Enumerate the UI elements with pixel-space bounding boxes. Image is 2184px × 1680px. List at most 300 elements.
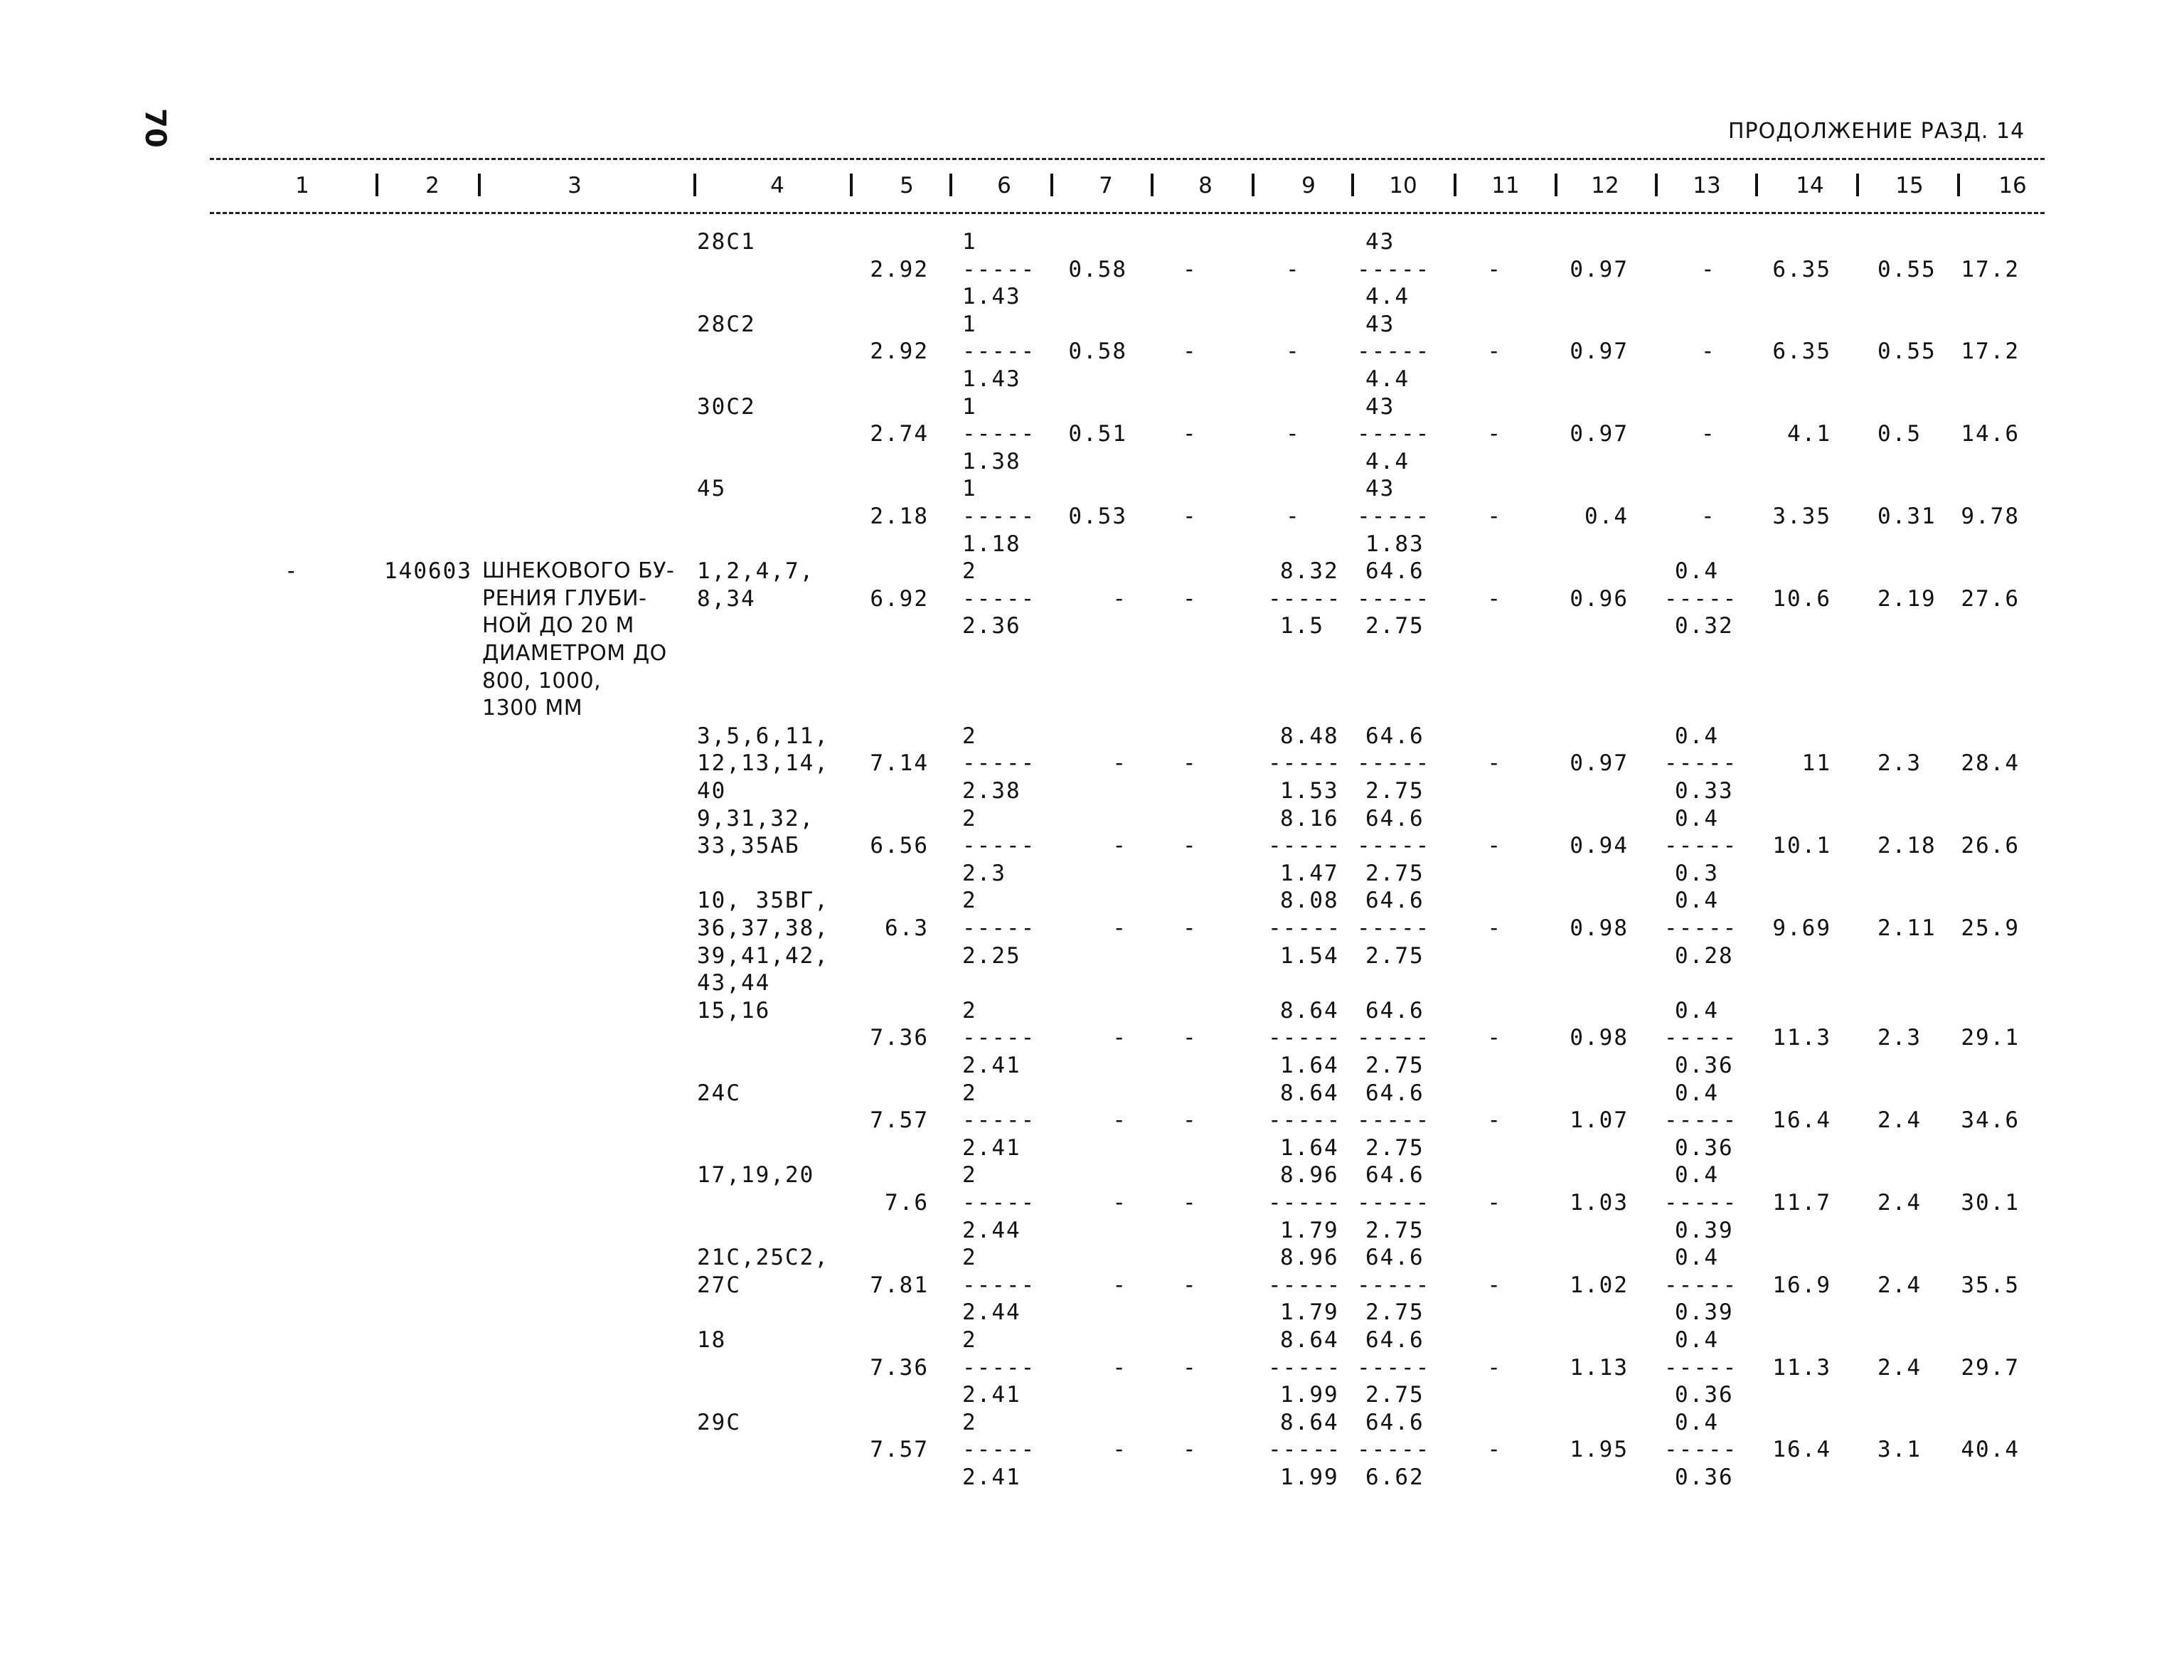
cell-c10-fraction-line: ----- xyxy=(1357,915,1431,941)
cell-c9-numerator: 8.08 xyxy=(1280,888,1339,914)
cell-col15: 2.19 xyxy=(1877,585,1937,612)
column-header-6: 6 xyxy=(997,173,1011,198)
cell-col4: 10, 35ВГ, xyxy=(697,888,829,914)
column-header-3: 3 xyxy=(568,173,582,198)
cell-c10-fraction-line: ----- xyxy=(1357,1190,1431,1216)
cell-c10-denominator: 2.75 xyxy=(1365,860,1424,886)
column-header-5: 5 xyxy=(900,173,914,198)
cell-col16: 40.4 xyxy=(1961,1437,2020,1463)
cell-col4: 15,16 xyxy=(697,997,771,1024)
cell-c10-denominator: 2.75 xyxy=(1365,1134,1424,1161)
header-separator xyxy=(1454,174,1456,196)
cell-c6-denominator: 1.38 xyxy=(962,448,1021,474)
cell-col3-description-line: 800, 1000, xyxy=(482,668,602,693)
cell-c9-fraction-line: ----- xyxy=(1268,1272,1342,1298)
cell-col7: - xyxy=(1112,1354,1127,1381)
cell-c10-numerator: 64.6 xyxy=(1365,1162,1424,1189)
cell-col7: - xyxy=(1112,1272,1127,1298)
cell-c10-numerator: 64.6 xyxy=(1365,888,1424,914)
cell-c6-numerator: 2 xyxy=(962,1327,977,1353)
cell-col4: 43,44 xyxy=(697,970,771,996)
cell-c9-numerator: 8.64 xyxy=(1280,1327,1339,1353)
cell-c9-denominator: 1.64 xyxy=(1280,1134,1339,1161)
cell-col3-description-line: ДИАМЕТРОМ ДО xyxy=(482,641,667,666)
cell-col12: 1.13 xyxy=(1570,1354,1629,1381)
header-separator xyxy=(1555,174,1557,196)
cell-c6-fraction-line: ----- xyxy=(962,750,1036,777)
cell-c13-fraction-line: ----- xyxy=(1664,1107,1738,1134)
cell-c10-denominator: 4.4 xyxy=(1365,366,1410,392)
header-separator xyxy=(375,174,378,196)
cell-col7: 0.51 xyxy=(1068,421,1127,447)
column-header-16: 16 xyxy=(1998,173,2027,198)
cell-col7: - xyxy=(1112,1107,1127,1134)
cell-col14: 16.4 xyxy=(1772,1107,1831,1134)
cell-c10-denominator: 6.62 xyxy=(1365,1464,1424,1490)
cell-c13-denominator: 0.36 xyxy=(1675,1382,1734,1408)
cell-col8: - xyxy=(1183,1272,1198,1298)
cell-c9-numerator: 8.64 xyxy=(1280,1080,1339,1106)
column-header-14: 14 xyxy=(1796,173,1824,198)
cell-col15: 0.55 xyxy=(1877,256,1937,282)
header-separator xyxy=(1050,174,1053,196)
cell-c13-numerator: 0.4 xyxy=(1675,805,1719,831)
cell-col14: 11.7 xyxy=(1772,1190,1831,1216)
cell-col15: 2.4 xyxy=(1877,1107,1922,1134)
cell-col7: - xyxy=(1112,1190,1127,1216)
cell-c10-denominator: 2.75 xyxy=(1365,1382,1424,1408)
cell-c6-denominator: 2.38 xyxy=(962,778,1021,804)
cell-c13-denominator: 0.3 xyxy=(1675,860,1719,886)
cell-c13-fraction-line: ----- xyxy=(1664,833,1738,859)
cell-c9-numerator: 8.16 xyxy=(1280,805,1339,831)
cell-c13-denominator: 0.36 xyxy=(1675,1134,1734,1161)
cell-c10-fraction-line: ----- xyxy=(1357,256,1431,282)
cell-col14: 4.1 xyxy=(1787,421,1831,447)
cell-col4: 39,41,42, xyxy=(697,942,829,969)
cell-c6-fraction-line: ----- xyxy=(962,504,1036,529)
cell-col14: 6.35 xyxy=(1772,339,1831,365)
cell-c6-numerator: 2 xyxy=(962,1245,977,1271)
cell-c6-numerator: 2 xyxy=(962,1409,977,1435)
cell-col3-description-line: РЕНИЯ ГЛУБИ- xyxy=(482,585,647,611)
cell-c10-numerator: 64.6 xyxy=(1365,1327,1424,1353)
cell-col14: 11.3 xyxy=(1772,1354,1831,1381)
cell-col12: 0.97 xyxy=(1570,256,1629,282)
cell-col15: 2.3 xyxy=(1877,750,1922,777)
cell-col8: - xyxy=(1183,504,1198,529)
cell-c13-numerator: 0.4 xyxy=(1675,997,1719,1024)
cell-c13-denominator: 0.28 xyxy=(1675,942,1734,969)
cell-c13-fraction-line: ----- xyxy=(1664,1190,1738,1216)
cell-col3-description-line: НОЙ ДО 20 М xyxy=(482,613,634,639)
cell-col15: 0.5 xyxy=(1877,421,1922,447)
cell-c13-fraction-line: ----- xyxy=(1664,1272,1738,1298)
cell-col4: 28С1 xyxy=(697,229,756,255)
cell-col11: - xyxy=(1487,1025,1502,1051)
cell-c6-numerator: 2 xyxy=(962,997,977,1024)
cell-c6-fraction-line: ----- xyxy=(962,585,1036,612)
cell-c10-numerator: 43 xyxy=(1365,393,1395,420)
cell-c10-fraction-line: ----- xyxy=(1357,1437,1431,1463)
cell-c9-denominator: 1.5 xyxy=(1280,613,1324,639)
cell-col14: 10.1 xyxy=(1772,833,1831,859)
cell-c10-fraction-line: ----- xyxy=(1357,1107,1431,1134)
cell-col5: 6.92 xyxy=(870,585,929,612)
cell-c10-denominator: 4.4 xyxy=(1365,448,1410,474)
cell-c10-fraction-line: ----- xyxy=(1357,421,1431,447)
cell-col4: 18 xyxy=(697,1327,727,1353)
cell-c13-numerator: 0.4 xyxy=(1675,1327,1719,1353)
cell-c9: - xyxy=(1286,504,1301,529)
cell-col14: 6.35 xyxy=(1772,256,1831,282)
header-separator xyxy=(1655,174,1658,196)
cell-c6-denominator: 2.36 xyxy=(962,613,1021,639)
column-header-12: 12 xyxy=(1591,173,1619,198)
cell-col14: 11 xyxy=(1801,750,1831,777)
cell-c9-denominator: 1.64 xyxy=(1280,1053,1339,1078)
cell-c10-fraction-line: ----- xyxy=(1357,504,1431,529)
cell-c6-denominator: 2.41 xyxy=(962,1053,1021,1078)
cell-c10-numerator: 43 xyxy=(1365,229,1395,255)
cell-col13: - xyxy=(1701,256,1716,282)
cell-c9-denominator: 1.53 xyxy=(1280,778,1339,804)
header-separator xyxy=(1351,174,1354,196)
cell-c9-fraction-line: ----- xyxy=(1268,750,1342,777)
header-separator xyxy=(1151,174,1154,196)
cell-col5: 7.81 xyxy=(870,1272,929,1298)
cell-col3-description-line: ШНЕКОВОГО БУ- xyxy=(482,558,675,584)
cell-col12: 0.4 xyxy=(1584,504,1629,529)
column-header-7: 7 xyxy=(1099,173,1113,198)
cell-col15: 2.4 xyxy=(1877,1190,1922,1216)
cell-c9-numerator: 8.64 xyxy=(1280,997,1339,1024)
cell-c9-fraction-line: ----- xyxy=(1268,1437,1342,1463)
cell-col1: - xyxy=(284,558,299,585)
cell-col7: 0.58 xyxy=(1068,339,1127,365)
cell-c13-numerator: 0.4 xyxy=(1675,1080,1719,1106)
header-bottom-rule xyxy=(210,212,2045,214)
cell-c6-denominator: 2.3 xyxy=(962,860,1006,886)
cell-col5: 2.92 xyxy=(870,256,929,282)
cell-c9-fraction-line: ----- xyxy=(1268,1025,1342,1051)
cell-c13-fraction-line: ----- xyxy=(1664,750,1738,777)
cell-col2-code: 140603 xyxy=(384,558,472,585)
cell-c9: - xyxy=(1286,421,1301,447)
cell-c9-denominator: 1.99 xyxy=(1280,1464,1339,1490)
column-header-4: 4 xyxy=(770,173,784,198)
cell-col7: - xyxy=(1112,915,1127,941)
cell-col4: 30С2 xyxy=(697,393,756,420)
cell-col4: 36,37,38, xyxy=(697,915,829,941)
cell-col5: 6.56 xyxy=(870,833,929,859)
cell-c10-denominator: 4.4 xyxy=(1365,284,1410,310)
cell-col16: 26.6 xyxy=(1961,833,2020,859)
cell-col11: - xyxy=(1487,1354,1502,1381)
cell-col14: 11.3 xyxy=(1772,1025,1831,1051)
cell-c6-fraction-line: ----- xyxy=(962,833,1036,859)
cell-c6-denominator: 1.43 xyxy=(962,366,1021,392)
cell-col16: 9.78 xyxy=(1961,504,2020,529)
cell-col4: 3,5,6,11, xyxy=(697,723,829,749)
cell-c13-fraction-line: ----- xyxy=(1664,915,1738,941)
header-separator xyxy=(478,174,481,196)
cell-col13: - xyxy=(1701,421,1716,447)
header-separator xyxy=(693,174,696,196)
cell-c6-fraction-line: ----- xyxy=(962,421,1036,447)
cell-col15: 0.31 xyxy=(1877,504,1937,529)
cell-col4: 24С xyxy=(697,1080,741,1106)
cell-col7: - xyxy=(1112,1437,1127,1463)
cell-col8: - xyxy=(1183,1025,1198,1051)
cell-col14: 16.4 xyxy=(1772,1437,1831,1463)
cell-col4: 9,31,32, xyxy=(697,805,815,831)
cell-col8: - xyxy=(1183,1107,1198,1134)
cell-c6-numerator: 2 xyxy=(962,1162,977,1189)
cell-col4: 1,2,4,7, xyxy=(697,558,815,585)
cell-col8: - xyxy=(1183,256,1198,282)
column-header-8: 8 xyxy=(1198,173,1213,198)
cell-c9-fraction-line: ----- xyxy=(1268,1354,1342,1381)
cell-c9-numerator: 8.96 xyxy=(1280,1245,1339,1271)
cell-col5: 7.36 xyxy=(870,1354,929,1381)
cell-c13-numerator: 0.4 xyxy=(1675,1245,1719,1271)
cell-col16: 34.6 xyxy=(1961,1107,2020,1134)
cell-c10-fraction-line: ----- xyxy=(1357,750,1431,777)
cell-c6-fraction-line: ----- xyxy=(962,1272,1036,1298)
cell-c6-numerator: 2 xyxy=(962,723,977,749)
cell-c6-denominator: 2.41 xyxy=(962,1382,1021,1408)
cell-col12: 0.97 xyxy=(1570,421,1629,447)
column-header-15: 15 xyxy=(1895,173,1924,198)
cell-c9: - xyxy=(1286,339,1301,365)
column-header-9: 9 xyxy=(1301,173,1316,198)
table-top-rule xyxy=(210,158,2045,160)
cell-col15: 2.18 xyxy=(1877,833,1937,859)
cell-col4: 28С2 xyxy=(697,311,756,337)
cell-c10-numerator: 64.6 xyxy=(1365,1245,1424,1271)
cell-c6-fraction-line: ----- xyxy=(962,339,1036,365)
cell-c13-numerator: 0.4 xyxy=(1675,1409,1719,1435)
cell-c10-fraction-line: ----- xyxy=(1357,1272,1431,1298)
cell-col16: 14.6 xyxy=(1961,421,2020,447)
cell-col16: 17.2 xyxy=(1961,256,2020,282)
cell-col16: 35.5 xyxy=(1961,1272,2020,1298)
cell-c13-denominator: 0.36 xyxy=(1675,1464,1734,1490)
cell-c10-numerator: 64.6 xyxy=(1365,558,1424,585)
cell-col8: - xyxy=(1183,585,1198,612)
cell-col11: - xyxy=(1487,585,1502,612)
cell-col8: - xyxy=(1183,750,1198,777)
cell-c9-denominator: 1.47 xyxy=(1280,860,1339,886)
cell-col12: 0.97 xyxy=(1570,750,1629,777)
cell-col8: - xyxy=(1183,833,1198,859)
column-header-11: 11 xyxy=(1491,173,1520,198)
cell-c10-numerator: 64.6 xyxy=(1365,1080,1424,1106)
cell-col4: 21С,25С2, xyxy=(697,1245,829,1271)
header-separator xyxy=(1957,174,1960,196)
cell-c13-numerator: 0.4 xyxy=(1675,723,1719,749)
cell-col13: - xyxy=(1701,339,1716,365)
cell-col14: 10.6 xyxy=(1772,585,1831,612)
cell-col15: 0.55 xyxy=(1877,339,1937,365)
cell-col11: - xyxy=(1487,339,1502,365)
cell-c6-denominator: 2.44 xyxy=(962,1299,1021,1326)
cell-col5: 2.92 xyxy=(870,339,929,365)
cell-c9-fraction-line: ----- xyxy=(1268,915,1342,941)
cell-c6-fraction-line: ----- xyxy=(962,1437,1036,1463)
cell-col11: - xyxy=(1487,256,1502,282)
cell-c10-fraction-line: ----- xyxy=(1357,339,1431,365)
cell-c6-denominator: 1.18 xyxy=(962,531,1021,557)
cell-c10-denominator: 2.75 xyxy=(1365,1299,1424,1326)
cell-col7: - xyxy=(1112,833,1127,859)
cell-c9-fraction-line: ----- xyxy=(1268,833,1342,859)
cell-c13-numerator: 0.4 xyxy=(1675,558,1719,585)
cell-c6-denominator: 2.41 xyxy=(962,1134,1021,1161)
cell-col11: - xyxy=(1487,504,1502,529)
cell-c13-fraction-line: ----- xyxy=(1664,585,1738,612)
cell-col14: 16.9 xyxy=(1772,1272,1831,1298)
cell-c6-fraction-line: ----- xyxy=(962,1354,1036,1381)
cell-c10-fraction-line: ----- xyxy=(1357,833,1431,859)
cell-c6-denominator: 2.44 xyxy=(962,1217,1021,1243)
cell-col11: - xyxy=(1487,1107,1502,1134)
cell-c10-denominator: 2.75 xyxy=(1365,613,1424,639)
cell-col12: 0.96 xyxy=(1570,585,1629,612)
cell-c9-fraction-line: ----- xyxy=(1268,585,1342,612)
cell-col15: 2.11 xyxy=(1877,915,1937,941)
cell-col5: 7.36 xyxy=(870,1025,929,1051)
cell-c9: - xyxy=(1286,256,1301,282)
cell-c9-denominator: 1.99 xyxy=(1280,1382,1339,1408)
cell-col7: - xyxy=(1112,750,1127,777)
cell-col16: 30.1 xyxy=(1961,1190,2020,1216)
cell-col5: 7.6 xyxy=(885,1190,929,1216)
cell-c9-numerator: 8.48 xyxy=(1280,723,1339,749)
cell-col16: 29.7 xyxy=(1961,1354,2020,1381)
cell-c6-numerator: 1 xyxy=(962,476,977,502)
cell-col12: 1.07 xyxy=(1570,1107,1629,1134)
cell-col11: - xyxy=(1487,915,1502,941)
cell-c13-denominator: 0.39 xyxy=(1675,1217,1734,1243)
cell-col4: 29С xyxy=(697,1409,741,1435)
cell-col4: 12,13,14, xyxy=(697,750,829,777)
cell-col14: 3.35 xyxy=(1772,504,1831,529)
cell-c9-numerator: 8.64 xyxy=(1280,1409,1339,1435)
cell-col8: - xyxy=(1183,339,1198,365)
cell-c6-fraction-line: ----- xyxy=(962,915,1036,941)
cell-col12: 0.97 xyxy=(1570,339,1629,365)
cell-col8: - xyxy=(1183,1190,1198,1216)
cell-col8: - xyxy=(1183,1354,1198,1381)
cell-col15: 2.3 xyxy=(1877,1025,1922,1051)
cell-c9-denominator: 1.79 xyxy=(1280,1299,1339,1326)
column-header-1: 1 xyxy=(295,173,309,198)
cell-col15: 2.4 xyxy=(1877,1272,1922,1298)
cell-c10-fraction-line: ----- xyxy=(1357,1354,1431,1381)
header-separator xyxy=(1856,174,1859,196)
cell-c6-numerator: 1 xyxy=(962,393,977,420)
cell-c10-denominator: 1.83 xyxy=(1365,531,1424,557)
cell-c9-numerator: 8.32 xyxy=(1280,558,1339,585)
cell-c10-denominator: 2.75 xyxy=(1365,1217,1424,1243)
cell-c13-denominator: 0.33 xyxy=(1675,778,1734,804)
cell-col16: 29.1 xyxy=(1961,1025,2020,1051)
cell-c13-denominator: 0.36 xyxy=(1675,1053,1734,1078)
cell-col11: - xyxy=(1487,1272,1502,1298)
cell-c6-numerator: 1 xyxy=(962,229,977,255)
cell-col8: - xyxy=(1183,421,1198,447)
cell-c10-numerator: 64.6 xyxy=(1365,723,1424,749)
cell-col5: 7.14 xyxy=(870,750,929,777)
section-title: ПРОДОЛЖЕНИЕ РАЗД. 14 xyxy=(1728,119,2025,144)
cell-col12: 1.95 xyxy=(1570,1437,1629,1463)
cell-col16: 27.6 xyxy=(1961,585,2020,612)
cell-col4: 27С xyxy=(697,1272,741,1298)
cell-c13-fraction-line: ----- xyxy=(1664,1437,1738,1463)
cell-col15: 2.4 xyxy=(1877,1354,1922,1381)
cell-c9-fraction-line: ----- xyxy=(1268,1107,1342,1134)
cell-col5: 2.74 xyxy=(870,421,929,447)
cell-c10-numerator: 64.6 xyxy=(1365,997,1424,1024)
cell-c10-fraction-line: ----- xyxy=(1357,1025,1431,1051)
cell-col16: 25.9 xyxy=(1961,915,2020,941)
cell-col11: - xyxy=(1487,1190,1502,1216)
cell-c13-numerator: 0.4 xyxy=(1675,1162,1719,1189)
cell-col5: 7.57 xyxy=(870,1437,929,1463)
cell-col8: - xyxy=(1183,1437,1198,1463)
cell-col5: 7.57 xyxy=(870,1107,929,1134)
cell-col5: 6.3 xyxy=(885,915,929,941)
cell-col13: - xyxy=(1701,504,1716,529)
cell-col4: 17,19,20 xyxy=(697,1162,815,1189)
cell-col12: 1.02 xyxy=(1570,1272,1629,1298)
cell-c6-numerator: 2 xyxy=(962,888,977,914)
cell-col15: 3.1 xyxy=(1877,1437,1922,1463)
cell-col16: 28.4 xyxy=(1961,750,2020,777)
cell-c6-fraction-line: ----- xyxy=(962,1107,1036,1134)
header-separator xyxy=(1252,174,1255,196)
cell-col4: 40 xyxy=(697,778,727,804)
header-separator xyxy=(949,174,952,196)
page-number: 70 xyxy=(138,108,171,148)
cell-c13-fraction-line: ----- xyxy=(1664,1354,1738,1381)
cell-c10-numerator: 64.6 xyxy=(1365,805,1424,831)
cell-c6-denominator: 2.25 xyxy=(962,942,1021,969)
cell-col7: - xyxy=(1112,585,1127,612)
cell-c9-fraction-line: ----- xyxy=(1268,1190,1342,1216)
cell-col4: 33,35АБ xyxy=(697,833,800,859)
cell-col4: 45 xyxy=(697,476,727,502)
cell-col11: - xyxy=(1487,421,1502,447)
cell-col11: - xyxy=(1487,1437,1502,1463)
cell-c13-numerator: 0.4 xyxy=(1675,888,1719,914)
cell-c6-numerator: 2 xyxy=(962,558,977,585)
cell-c6-fraction-line: ----- xyxy=(962,1190,1036,1216)
cell-c10-denominator: 2.75 xyxy=(1365,942,1424,969)
cell-col14: 9.69 xyxy=(1772,915,1831,941)
cell-c10-fraction-line: ----- xyxy=(1357,585,1431,612)
cell-c9-numerator: 8.96 xyxy=(1280,1162,1339,1189)
cell-c6-numerator: 2 xyxy=(962,1080,977,1106)
cell-c13-fraction-line: ----- xyxy=(1664,1025,1738,1051)
cell-c10-numerator: 43 xyxy=(1365,476,1395,502)
cell-c6-denominator: 1.43 xyxy=(962,284,1021,310)
column-header-13: 13 xyxy=(1693,173,1721,198)
cell-col12: 0.98 xyxy=(1570,915,1629,941)
header-separator xyxy=(1755,174,1758,196)
